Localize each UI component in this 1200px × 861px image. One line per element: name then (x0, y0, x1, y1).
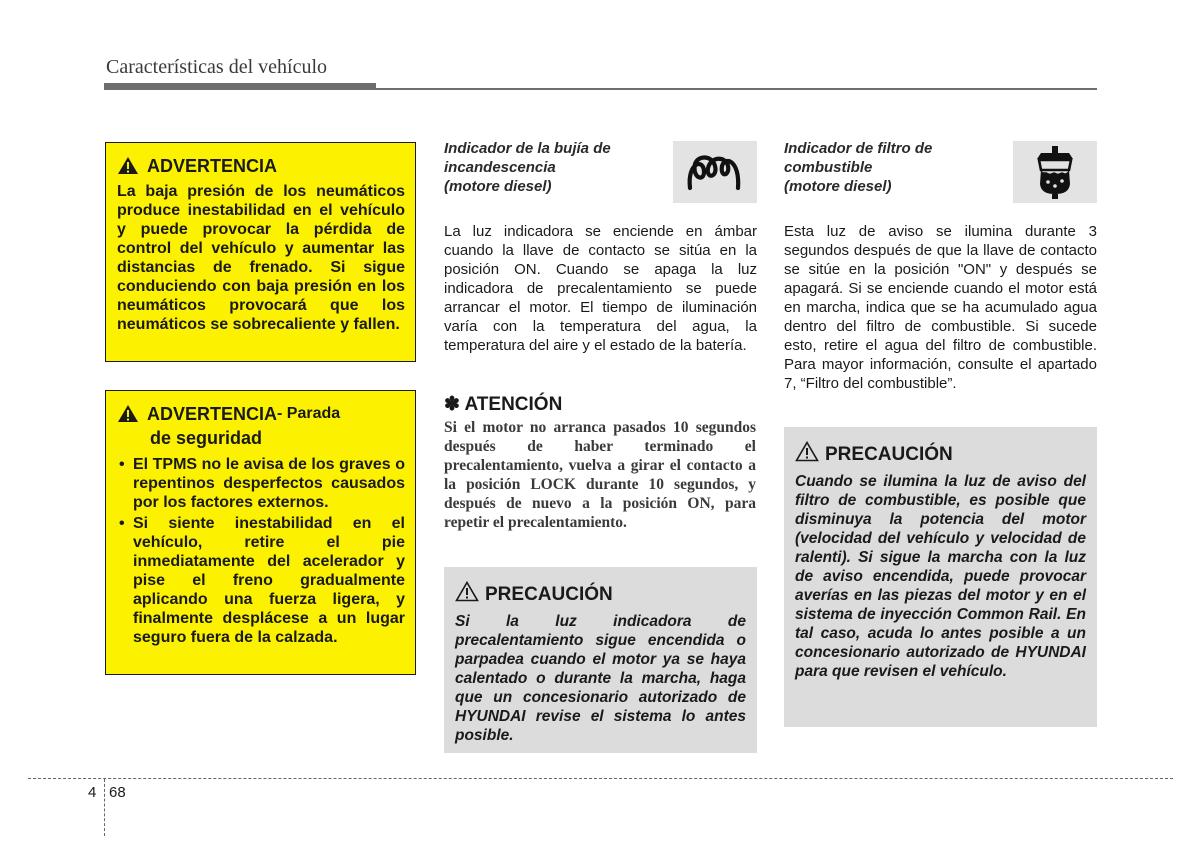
attention-text: Si el motor no arranca pasados 10 segundos después de haber terminado el precalentamiento, vuelva a girar el contacto a la posición LOCK durante 10 segundos, y después de nuevo a la posición ON, para repetir el precalentamiento. (444, 419, 756, 531)
warning-title-suffix: - Parada (277, 405, 341, 422)
caution-triangle-icon (795, 441, 819, 468)
glow-indicator-text: La luz indicadora se enciende en ámbar cuando la llave de contacto se sitúa en la posición ON. Cuando se apaga la luz indicadora de precalentamiento se puede arrancar el motor. El tiempo de iluminación varía con la temperatura del agua, la temperatura del aire y el estado de la batería. (444, 223, 757, 354)
caution-title-row (455, 581, 746, 608)
heading-line: Indicador de la bujía de (444, 140, 611, 157)
warning-title: ADVERTENCIA (147, 404, 278, 424)
glow-indicator-heading (444, 139, 664, 196)
heading-line: combustible (784, 159, 873, 176)
footer-divider (104, 779, 105, 836)
caution-text: Si la luz indicadora de precalentamiento sigue encendida o parpadea cuando el motor ya se haya calentado o durante la marcha, haga que un concesionario autorizado de HYUNDAI revise el sistema lo antes posible. (455, 613, 746, 744)
page-header-title: Características del vehículo (106, 56, 328, 78)
page-number: 68 (109, 784, 126, 801)
warning-triangle-icon (117, 404, 139, 428)
caution-box-fuel-filter (784, 427, 1097, 727)
attention-title: ✽ ATENCIÓN (444, 394, 563, 415)
heading-line: incandescencia (444, 159, 556, 176)
bullet-item: • Si siente inestabilidad en el vehículo, retire el pie inmediatamente del acelerador y pise el freno gradualmente aplicando una fuerza ligera, y finalmente desplácese a un lugar seguro fuera de la calzada. (117, 514, 405, 647)
caution-title: PRECAUCIÓN (825, 443, 953, 465)
warning-text: La baja presión de los neumáticos produce inestabilidad en el vehículo y puede provocar la pérdida de control del vehículo y aumentar las distancias de frenado. Si sigue conduciendo con baja presión en los neumáticos provocará que los neumáticos se sobrecaliente y fallen. (117, 183, 405, 333)
fuel-filter-indicator-text: Esta luz de aviso se ilumina durante 3 segundos después de que la llave de contacto se sitúe en la posición "ON" y después se apagará. Si se enciende cuando el motor está en marcha, indica que se ha acumulado agua dentro del filtro de combustible. Si sucede esto, retire el agua del filtro de combustible. Para mayor información, consulte el apartado 7, “Filtro del combustible”. (784, 223, 1097, 392)
glow-plug-icon (673, 141, 757, 203)
warning-title-row (117, 155, 405, 180)
bullet-item: • El TPMS no le avisa de los graves o repentinos desperfectos causados por los factores externos. (117, 455, 405, 512)
heading-line: Indicador de filtro de (784, 140, 933, 157)
caution-text: Cuando se ilumina la luz de aviso del filtro de combustible, es posible que disminuya la potencia del motor (velocidad del vehículo y velocidad de ralenti). Si sigue la marcha con la luz de aviso encendida, puede provocar averías en las piezas del motor y en el sistema de inyección Common Rail. En tal caso, acuda lo antes posible a un concesionario autorizado de HYUNDAI para que revisen el vehículo. (795, 473, 1086, 680)
heading-line: (motore diesel) (444, 178, 552, 195)
heading-line: (motore diesel) (784, 178, 892, 195)
fuel-filter-icon (1013, 141, 1097, 203)
footer-rule (28, 778, 1173, 779)
caution-title-row (795, 441, 1086, 468)
caution-title: PRECAUCIÓN (485, 583, 613, 605)
caution-box-glow (444, 567, 757, 753)
warning-triangle-icon (117, 156, 139, 180)
warning-bullet-list (117, 455, 405, 647)
caution-triangle-icon (455, 581, 479, 608)
warning-title: ADVERTENCIA (147, 156, 278, 176)
fuel-filter-indicator-heading (784, 139, 1004, 196)
warning-box-low-pressure (105, 142, 416, 362)
warning-box-safe-stop (105, 390, 416, 675)
header-rule-thin (104, 88, 1097, 90)
chapter-number: 4 (88, 784, 97, 801)
warning-title-row (117, 403, 405, 428)
warning-title-line2: de seguridad (150, 428, 263, 448)
